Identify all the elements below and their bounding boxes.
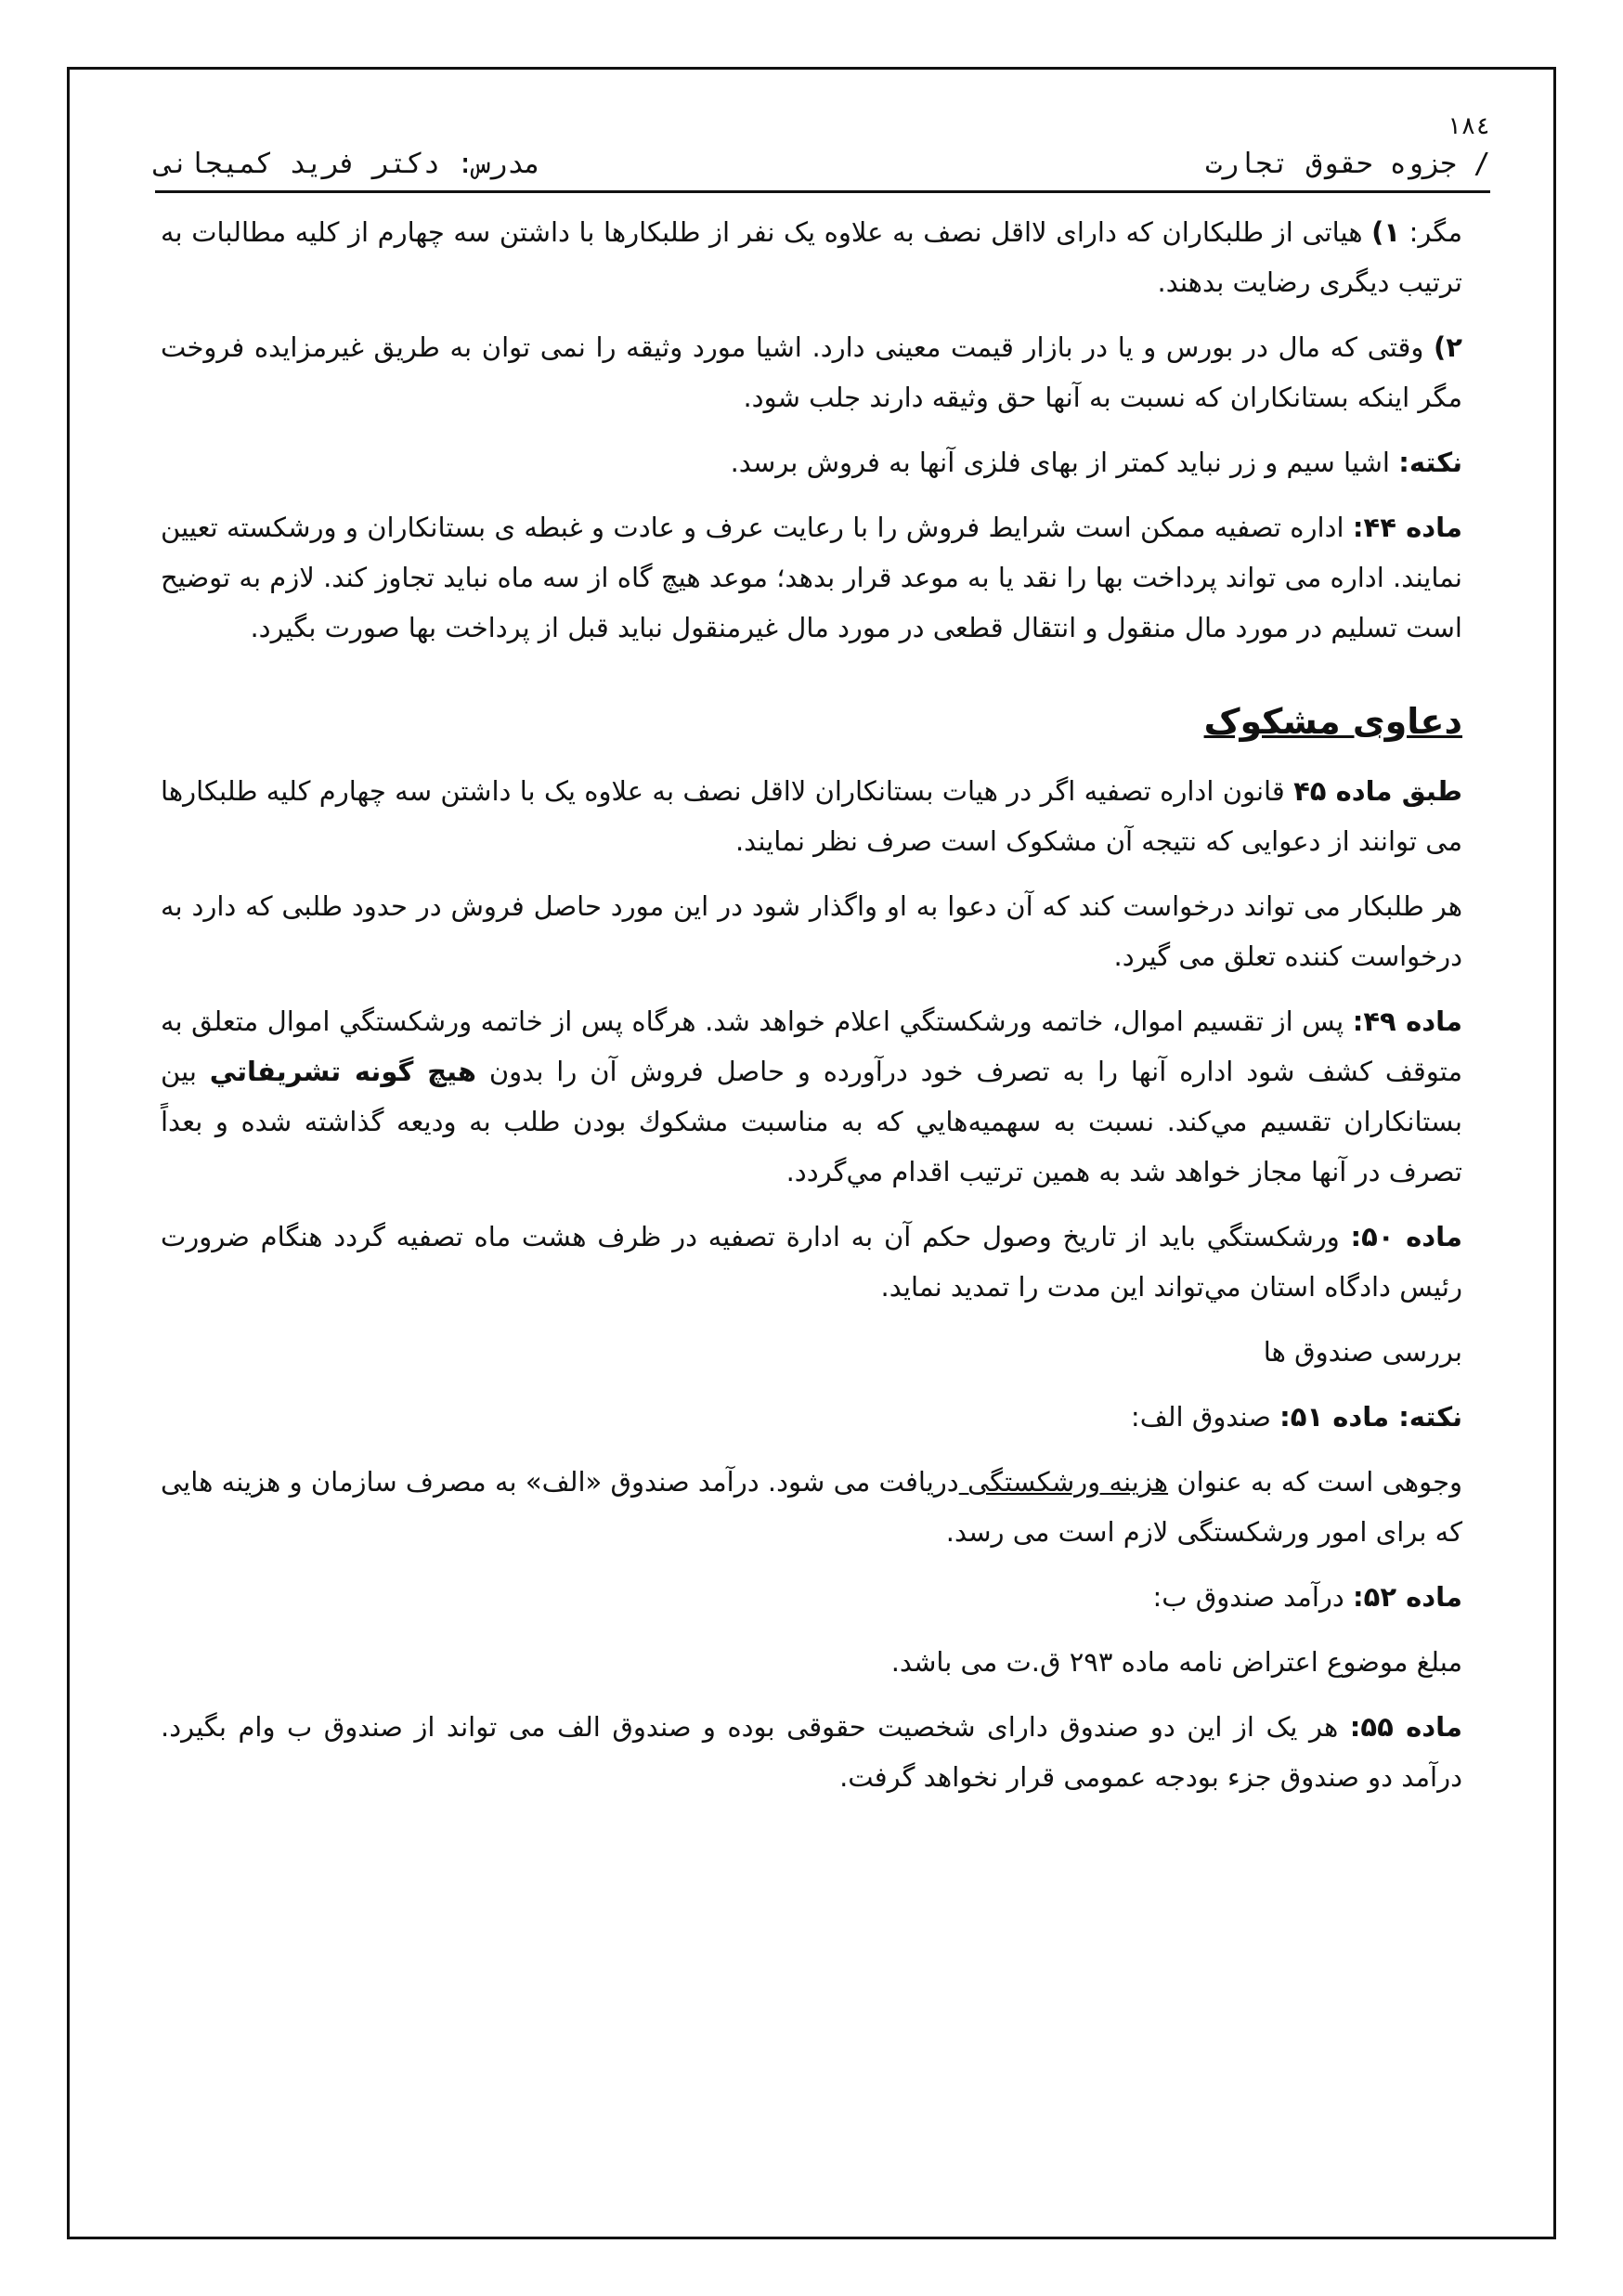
paragraph-text: هر طلبکار می تواند درخواست کند که آن دعوا به او واگذار شود در این مورد حاصل فروش در حدود طلبی که دارد به درخواست کننده تعلق می گیرد.: [161, 890, 1462, 972]
paragraph-text: اداره تصفیه ممکن است شرایط فروش را با رعایت عرف و عادت و غبطه ی بستانکاران و ورشکسته تعیین نمایند. اداره می تواند پرداخت بها را نقد یا به موعد قرار بدهد؛ موعد هیچ گاه از سه ماه نباید تجاوز کند. لازم به توضیح است تسلیم در مورد مال منقول و انتقال قطعی در مورد مال غیرمنقول نباید قبل از پرداخت بها صورت بگیرد.: [161, 512, 1462, 643]
page-number: ۱۸٤: [1447, 112, 1490, 140]
paragraph-article-55: [161, 1702, 1462, 1802]
paragraph-fund-b: [161, 1637, 1462, 1687]
page-content: [161, 207, 1462, 1817]
condition-number: ۱): [1371, 216, 1401, 248]
paragraph-creditor-request: [161, 881, 1462, 981]
condition-lead: مگر:: [1400, 216, 1462, 248]
paragraph-text: قانون اداره تصفیه اگر در هیات بستانکاران لااقل نصف به علاوه یک با داشتن سه چهارم کلیه طلبکارها می توانند از دعوایی که نتیجه آن مشکوک است صرف نظر نمایند.: [161, 775, 1462, 857]
article-label: ماده ۵۲:: [1353, 1581, 1462, 1613]
paragraph-article-44: [161, 502, 1462, 653]
paragraph-text: بين بستانكاران تقسيم مي‌كند. نسبت به سهميه‌هايي كه به مناسبت مشكوك بودن طلب به وديعه گذاشته شده و بعداً تصرف در آنها مجاز خواهد شد به همين ترتيب اقدام مي‌گردد.: [161, 1056, 1462, 1187]
header-divider: [155, 190, 1490, 193]
paragraph-text: دریافت می شود. درآمد صندوق «الف» به مصرف سازمان و هزینه هایی که برای امور ورشکستگی لازم است می رسد.: [161, 1466, 1462, 1548]
article-label: نکته: ماده ۵۱:: [1279, 1401, 1462, 1433]
paragraph-article-50: [161, 1212, 1462, 1312]
paragraph-fund-a: [161, 1457, 1462, 1557]
paragraph-text: بررسی صندوق ها: [1263, 1336, 1462, 1368]
paragraph-condition-2: [161, 322, 1462, 422]
instructor-name: مدرس: دکتر فرید کمیجانی: [155, 148, 541, 180]
underlined-term: هزینه ورشکستگی: [958, 1466, 1169, 1498]
paragraph-text: مبلغ موضوع اعتراض نامه ماده ۲۹۳ ق.ت می باشد.: [890, 1646, 1462, 1678]
paragraph-text: وقتی که مال در بورس و یا در بازار قیمت معینی دارد. اشیا مورد وثیقه را نمی توان به طریق غیرمزایده فروخت مگر اینکه بستانکاران که نسبت به آنها حق وثیقه دارند جلب شود.: [161, 331, 1462, 413]
paragraph-text: هیاتی از طلبکاران که دارای لااقل نصف به علاوه یک نفر از طلبکارها با داشتن سه چهارم از کلیه مطالبات به ترتیب دیگری رضایت بدهند.: [161, 216, 1462, 298]
condition-number: ۲): [1434, 331, 1462, 363]
article-label: ماده ۵۵:: [1349, 1711, 1462, 1743]
note-label: نکته:: [1398, 447, 1462, 478]
paragraph-article-52: [161, 1572, 1462, 1622]
page-frame: [67, 67, 1556, 2239]
document-title: / جزوه حقوق تجارت: [1204, 148, 1490, 180]
paragraph-text: درآمد صندوق ب:: [1152, 1581, 1354, 1613]
article-label: ماده ۴۹:: [1352, 1005, 1462, 1037]
paragraph-article-51: [161, 1392, 1462, 1442]
paragraph-article-49: [161, 996, 1462, 1197]
article-label: طبق ماده ۴۵: [1293, 775, 1462, 807]
paragraph-article-45: [161, 766, 1462, 866]
paragraph-text: ورشكستگي بايد از تاريخ وصول حكم آن به ادارة تصفيه در ظرف هشت ماه تصفيه گردد هنگام ضرورت رئيس دادگاه استان مي‌تواند اين مدت را تمديد نمايد.: [161, 1221, 1462, 1303]
emphasis-text: هيچ گونه تشريفاتي: [209, 1056, 476, 1087]
paragraph-text: اشیا سیم و زر نباید کمتر از بهای فلزی آنها به فروش برسد.: [730, 447, 1399, 478]
section-heading: دعاوی مشکوک: [1203, 701, 1462, 742]
article-label: ماده ۴۴:: [1352, 512, 1463, 543]
paragraph-note-gold-silver: [161, 437, 1462, 487]
paragraph-condition-1: [161, 207, 1462, 307]
paragraph-text: هر یک از این دو صندوق دارای شخصیت حقوقی بوده و صندوق الف می تواند از صندوق ب وام بگیرد. درآمد دو صندوق جزء بودجه عمومی قرار نخواهد گرفت.: [161, 1711, 1462, 1793]
paragraph-text: صندوق الف:: [1130, 1401, 1280, 1433]
paragraph-text: پس از تقسيم اموال، خاتمه ورشكستگي اعلام خواهد شد. هرگاه پس از خاتمه ورشكستگي اموال متعلق به متوقف كشف شود اداره آنها را به تصرف خود درآورده و حاصل فروش آن را بدون: [161, 1005, 1462, 1087]
article-label: ماده ۵۰:: [1350, 1221, 1462, 1252]
paragraph-funds-review: [161, 1327, 1462, 1377]
paragraph-text: وجوهی است که به عنوان: [1168, 1466, 1462, 1498]
